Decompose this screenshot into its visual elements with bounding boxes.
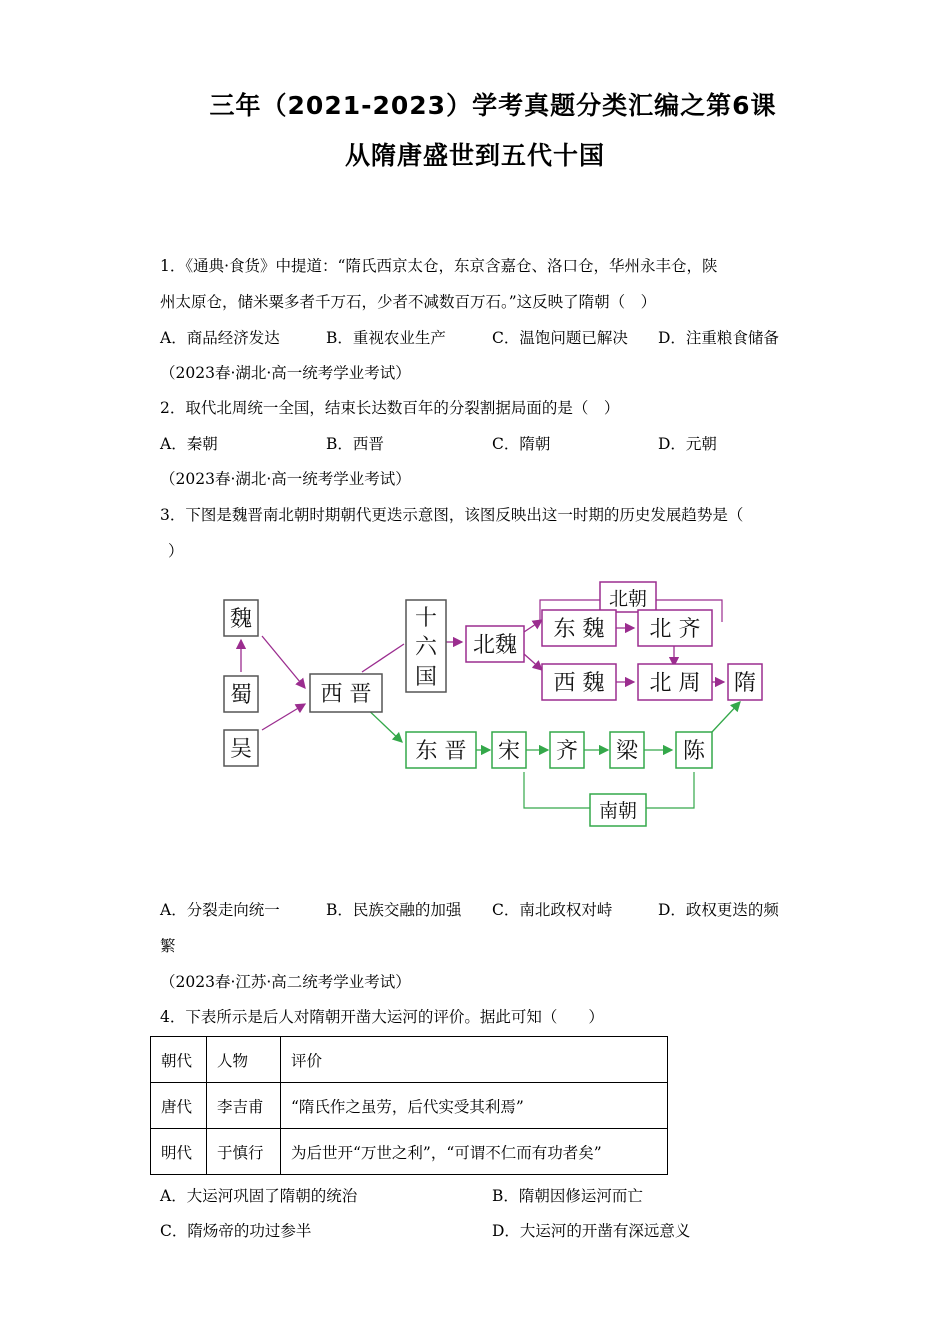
q4-option-c[interactable]: C．隋炀帝的功过参半 <box>160 1222 312 1240</box>
q1-option-d[interactable]: D．注重粮食储备 <box>658 329 779 347</box>
label-wei: 魏 <box>229 607 253 632</box>
q1-source: （2023春·湖北·高一统考学业考试） <box>160 364 411 382</box>
label-beiqi: 北 齐 <box>649 617 701 642</box>
label-xijin: 西 晋 <box>320 682 372 707</box>
q4-option-d[interactable]: D．大运河的开凿有深远意义 <box>492 1222 691 1240</box>
label-beichao: 北朝 <box>608 588 648 610</box>
q1-option-c[interactable]: C．温饱问题已解决 <box>492 329 628 347</box>
q3-stem-line1: 3．下图是魏晋南北朝时期朝代更迭示意图，该图反映出这一时期的历史发展趋势是（ <box>160 506 744 524</box>
cell-evaluation: 为后世开“万世之利”，“可谓不仁而有功者矣” <box>281 1129 668 1175</box>
q2-stem: 2．取代北周统一全国，结束长达数百年的分裂割据局面的是（ ） <box>160 399 620 417</box>
label-sui: 隋 <box>733 671 757 696</box>
label-beiwei: 北魏 <box>472 633 518 658</box>
q3-option-b[interactable]: B．民族交融的加强 <box>326 901 462 919</box>
cell-person: 于慎行 <box>207 1129 281 1175</box>
q3-option-d[interactable]: D．政权更迭的频 <box>658 901 779 919</box>
header-evaluation: 评价 <box>281 1037 668 1083</box>
header-person: 人物 <box>207 1037 281 1083</box>
q2-option-d[interactable]: D．元朝 <box>658 435 717 453</box>
label-shu: 蜀 <box>229 683 253 708</box>
q4-option-b[interactable]: B．隋朝因修运河而亡 <box>492 1187 643 1205</box>
cell-dynasty: 明代 <box>151 1129 207 1175</box>
q1-stem-line1: 1．《通典·食货》中提道：“隋氏西京太仓，东京含嘉仓、洛口仓，华州永丰仓，陕 <box>160 257 718 275</box>
label-qi: 齐 <box>555 739 579 764</box>
q1-stem-line2: 州太原仓，储米粟多者千万石，少者不减数百万石。”这反映了隋朝（ ） <box>160 293 657 311</box>
label-sixteen-2: 六 <box>414 635 438 660</box>
table-row <box>151 1129 668 1175</box>
dynasty-succession-diagram <box>212 580 772 835</box>
q2-option-b[interactable]: B．西晋 <box>326 435 384 453</box>
page-title-line1: 三年（2021-2023）学考真题分类汇编之第6课 <box>209 91 777 120</box>
label-sixteen-3: 国 <box>414 665 438 690</box>
q2-source: （2023春·湖北·高一统考学业考试） <box>160 470 411 488</box>
cell-dynasty: 唐代 <box>151 1083 207 1129</box>
table-row <box>151 1083 668 1129</box>
q1-option-b[interactable]: B．重视农业生产 <box>326 329 446 347</box>
q3-source: （2023春·江苏·高二统考学业考试） <box>160 973 411 991</box>
label-dongwei: 东 魏 <box>553 617 605 642</box>
q3-option-a[interactable]: A．分裂走向统一 <box>160 901 280 919</box>
label-xiwei: 西 魏 <box>553 671 605 696</box>
q3-option-c[interactable]: C．南北政权对峙 <box>492 901 613 919</box>
label-nanchao: 南朝 <box>598 800 638 822</box>
table-header-row <box>151 1037 668 1083</box>
label-liang: 梁 <box>615 739 639 764</box>
label-song: 宋 <box>497 739 521 764</box>
q4-stem: 4．下表所示是后人对隋朝开凿大运河的评价。据此可知（ ） <box>160 1008 604 1026</box>
page-title-line2: 从隋唐盛世到五代十国 <box>344 141 605 170</box>
q2-option-a[interactable]: A．秦朝 <box>160 435 218 453</box>
q3-stem-line2: ） <box>168 542 184 560</box>
label-dongjin: 东 晋 <box>415 739 467 764</box>
cell-evaluation: “隋氏作之虽劳，后代实受其利焉” <box>281 1083 668 1129</box>
header-dynasty: 朝代 <box>151 1037 207 1083</box>
label-sixteen-1: 十 <box>414 606 438 631</box>
q3-option-d-wrap: 繁 <box>160 937 176 955</box>
evaluation-table <box>150 1036 668 1175</box>
q1-option-a[interactable]: A．商品经济发达 <box>160 329 280 347</box>
q4-option-a[interactable]: A．大运河巩固了隋朝的统治 <box>160 1187 358 1205</box>
label-wu: 吴 <box>229 737 253 762</box>
label-beizhou: 北 周 <box>649 671 701 696</box>
q2-option-c[interactable]: C．隋朝 <box>492 435 551 453</box>
cell-person: 李吉甫 <box>207 1083 281 1129</box>
label-chen: 陈 <box>682 739 706 764</box>
